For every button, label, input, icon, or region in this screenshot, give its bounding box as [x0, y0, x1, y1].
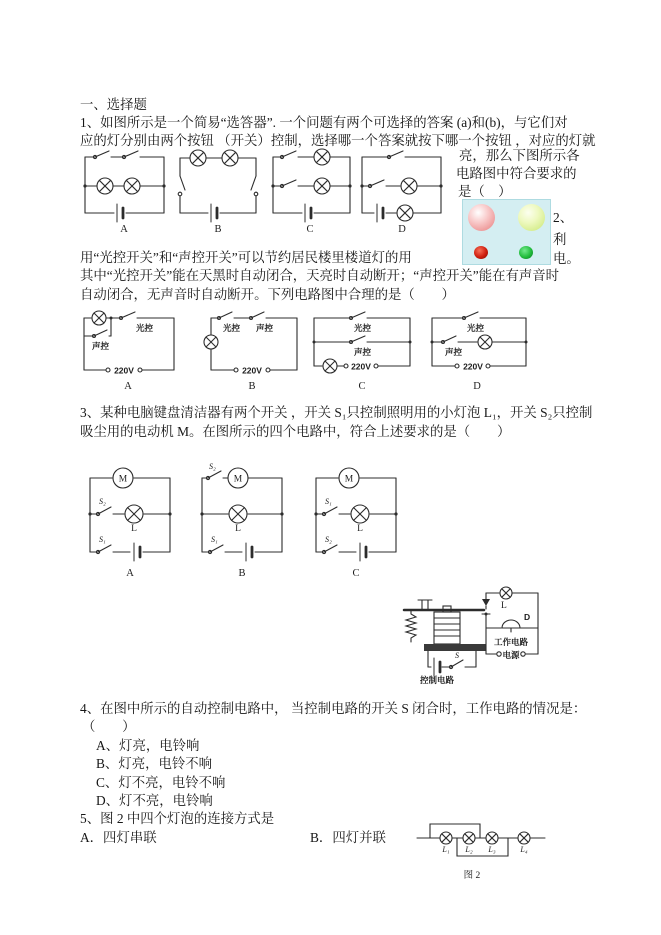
q1-wrap-line3: 是（ ）	[458, 184, 512, 199]
motor-label: M	[118, 474, 128, 485]
relay-control-diagram	[398, 586, 558, 690]
lamp-icon	[440, 832, 452, 844]
lamp-icon	[124, 178, 140, 194]
power-label: 电源	[502, 650, 520, 660]
switch-s2-label: S₂	[209, 462, 216, 471]
lamp-icon	[125, 505, 143, 523]
q2-circuit-diagram-d	[427, 312, 533, 392]
lamp-icon	[478, 335, 492, 349]
answer-selector-photo	[462, 199, 551, 265]
q1-wrap-line2: 电路图中符合要求的	[456, 166, 577, 181]
q4-option-c: C、灯不亮，电铃不响	[96, 775, 226, 790]
work-circuit-label: 工作电路	[494, 637, 529, 647]
control-circuit-label: 控制电路	[420, 675, 455, 685]
battery-icon	[246, 543, 252, 561]
motor-label: M	[344, 474, 354, 485]
q2-circuit-diagram-b	[206, 312, 302, 392]
switch-icon	[368, 180, 384, 188]
lamp-l1-label: L₁	[442, 845, 450, 854]
q2-circuit-diagram-c	[310, 312, 414, 392]
q2-circuit-diagram-a	[80, 312, 178, 392]
battery-icon	[305, 204, 311, 222]
switch-icon	[463, 312, 479, 320]
q1-circuit-diagram-c	[268, 150, 354, 236]
lamp-label: L	[235, 524, 241, 534]
q5-option-b: B．四灯并联	[310, 830, 386, 845]
circuit-label: C	[358, 381, 366, 392]
switch-s1-label: S₁	[211, 535, 218, 544]
sound-switch-label: 声控	[445, 347, 463, 357]
q4-option-b: B、灯亮，电铃不响	[96, 756, 213, 771]
q2-wrap-char1: 利	[553, 232, 567, 247]
q4-text-line1: 4、在图中所示的自动控制电路中， 当控制电路的开关 S 闭合时，工作电路的情况是：	[80, 701, 587, 716]
relay-spring	[406, 611, 416, 642]
lamp-l3-label: L₃	[488, 845, 496, 854]
voltage-label: 220V	[463, 361, 483, 372]
lamp-icon	[486, 832, 498, 844]
switch-icon	[208, 545, 223, 554]
switch-icon	[218, 312, 233, 320]
wires	[180, 158, 256, 213]
switch-icon	[251, 176, 258, 196]
sound-switch-label: 声控	[92, 341, 110, 351]
circuit-label: D	[473, 381, 481, 392]
q3-text-line2: 吸尘用的电动机 M。在图所示的四个电路中，符合上述要求的是（ ）	[80, 424, 511, 439]
sound-switch-label: 声控	[354, 347, 372, 357]
lamp-icon	[518, 832, 530, 844]
lamp-label: L	[131, 524, 137, 534]
battery-icon	[434, 658, 440, 676]
circuit-label: B	[248, 381, 256, 392]
switch-icon	[96, 507, 111, 516]
battery-icon	[117, 204, 123, 222]
bell-icon	[502, 620, 520, 632]
q1-circuit-diagram-a	[80, 150, 168, 236]
lamp-icon	[222, 150, 238, 166]
q1-circuit-diagram-d	[356, 150, 446, 236]
switch-icon	[122, 151, 138, 159]
switch-icon	[280, 180, 296, 188]
control-circuit-wires	[428, 651, 476, 667]
q3-text-line1: 3、某种电脑键盘清洁器有两个开关 ，开关 S₁只控制照明用的小灯泡 L₁，开关 S₂只控制	[80, 405, 593, 420]
q2-text-line3: 自动闭合，无声音时自动断开。下列电路图中合理的是（ ）	[80, 287, 455, 302]
section-title: 一、选择题	[80, 97, 147, 112]
lamp-icon	[92, 311, 106, 325]
switch-s-label: S	[455, 651, 459, 660]
q5-option-a: A．四灯串联	[80, 830, 157, 845]
voltage-label: 220V	[114, 365, 134, 376]
lamp-icon	[401, 178, 417, 194]
q1-circuit-diagram-b	[174, 150, 262, 236]
lamp-icon	[229, 505, 247, 523]
battery-icon	[377, 204, 383, 222]
circuit-label: B	[238, 568, 246, 579]
lamp-l4-label: L₄	[520, 845, 528, 854]
switch-icon	[442, 336, 457, 344]
switch-icon	[93, 330, 108, 338]
q1-wrap-line1: 亮，那么下图所示各	[459, 148, 580, 163]
lamp-icon	[500, 587, 512, 599]
switch-icon	[350, 336, 366, 344]
q2-text-line1: 用“光控开关”和“声控开关”可以节约居民楼里楼道灯的用	[80, 250, 412, 265]
motor-label: M	[233, 474, 243, 485]
lamp-icon	[314, 178, 330, 194]
circuit-label: A	[124, 381, 132, 392]
q1-text-line2: 应的灯分别由两个按钮 （开关）控制，选择哪一个答案就按下哪一个按钮 ，对应的灯就	[80, 133, 596, 148]
upper-contact	[482, 599, 490, 606]
q4-option-a: A、灯亮，电铃响	[96, 738, 200, 753]
light-switch-label: 光控	[136, 323, 154, 333]
switch-s2-label: S₂	[99, 497, 106, 506]
q3-circuit-diagram-a	[84, 462, 176, 580]
switch-icon	[206, 471, 221, 480]
relay-coil	[424, 606, 486, 651]
lamp-icon	[397, 205, 413, 221]
switch-s1-label: S₁	[325, 497, 332, 506]
switch-icon	[387, 151, 403, 159]
circuit-label: C	[352, 568, 360, 579]
q5-text-line1: 5、图 2 中四个灯泡的连接方式是	[80, 811, 275, 826]
voltage-label: 220V	[242, 365, 262, 376]
q2-wrap-number: 2、	[553, 210, 574, 225]
switch-icon	[96, 545, 111, 554]
lamp-icon	[463, 832, 475, 844]
circuit-label: A	[120, 224, 128, 235]
circuit-label: A	[126, 568, 134, 579]
battery-icon	[134, 543, 140, 561]
lamp-icon	[314, 149, 330, 165]
figure2-caption: 图 2	[463, 871, 481, 881]
circuit-label: B	[214, 224, 222, 235]
light-switch-label: 光控	[467, 323, 485, 333]
light-switch-label: 光控	[223, 323, 241, 333]
battery-icon	[360, 543, 366, 561]
lamp-label: L	[357, 524, 363, 534]
q2-text-line2: 其中“光控开关”能在天黑时自动闭合，天亮时自动断开；“声控开关”能在有声音时	[80, 268, 560, 283]
q1-text-line1: 1、如图所示是一个简易“选答器”. 一个问题有两个可选择的答案 (a)和(b)，与它们对	[80, 115, 568, 130]
relay-armature	[404, 600, 484, 610]
pink-lamp-ball	[468, 204, 495, 231]
switch-icon	[322, 507, 337, 516]
q4-text-line2: （ ）	[82, 719, 136, 734]
light-switch-label: 光控	[354, 323, 372, 333]
switch-icon	[449, 660, 463, 669]
switch-icon	[350, 312, 366, 320]
figure2-lamp-diagram	[415, 818, 550, 884]
bell-label: D	[524, 612, 531, 622]
voltage-label: 220V	[351, 361, 371, 372]
q4-option-d: D、灯不亮，电铃响	[96, 793, 213, 808]
green-lamp-ball	[518, 204, 545, 231]
green-button	[519, 246, 533, 259]
switch-icon	[250, 312, 265, 320]
battery-icon	[211, 204, 217, 222]
switch-icon	[178, 176, 185, 196]
lamp-icon	[190, 150, 206, 166]
circuit-label: D	[398, 224, 406, 235]
switch-s1-label: S₁	[99, 535, 106, 544]
switch-icon	[322, 545, 337, 554]
q3-circuit-diagram-c	[310, 462, 402, 580]
switch-icon	[93, 151, 109, 159]
sound-switch-label: 声控	[256, 323, 274, 333]
relay-lamp-label: L	[501, 601, 507, 611]
switch-icon	[280, 151, 296, 159]
switch-icon	[120, 312, 136, 320]
switch-s2-label: S₂	[325, 535, 332, 544]
lamp-l2-label: L₂	[465, 845, 473, 854]
red-button	[474, 246, 488, 259]
circuit-label: C	[306, 224, 314, 235]
lamp-icon	[204, 335, 218, 349]
lamp-icon	[323, 359, 337, 373]
lamp-icon	[351, 505, 369, 523]
q3-circuit-diagram-b	[196, 462, 288, 580]
q2-wrap-char2: 电。	[553, 251, 580, 266]
lamp-icon	[97, 178, 113, 194]
